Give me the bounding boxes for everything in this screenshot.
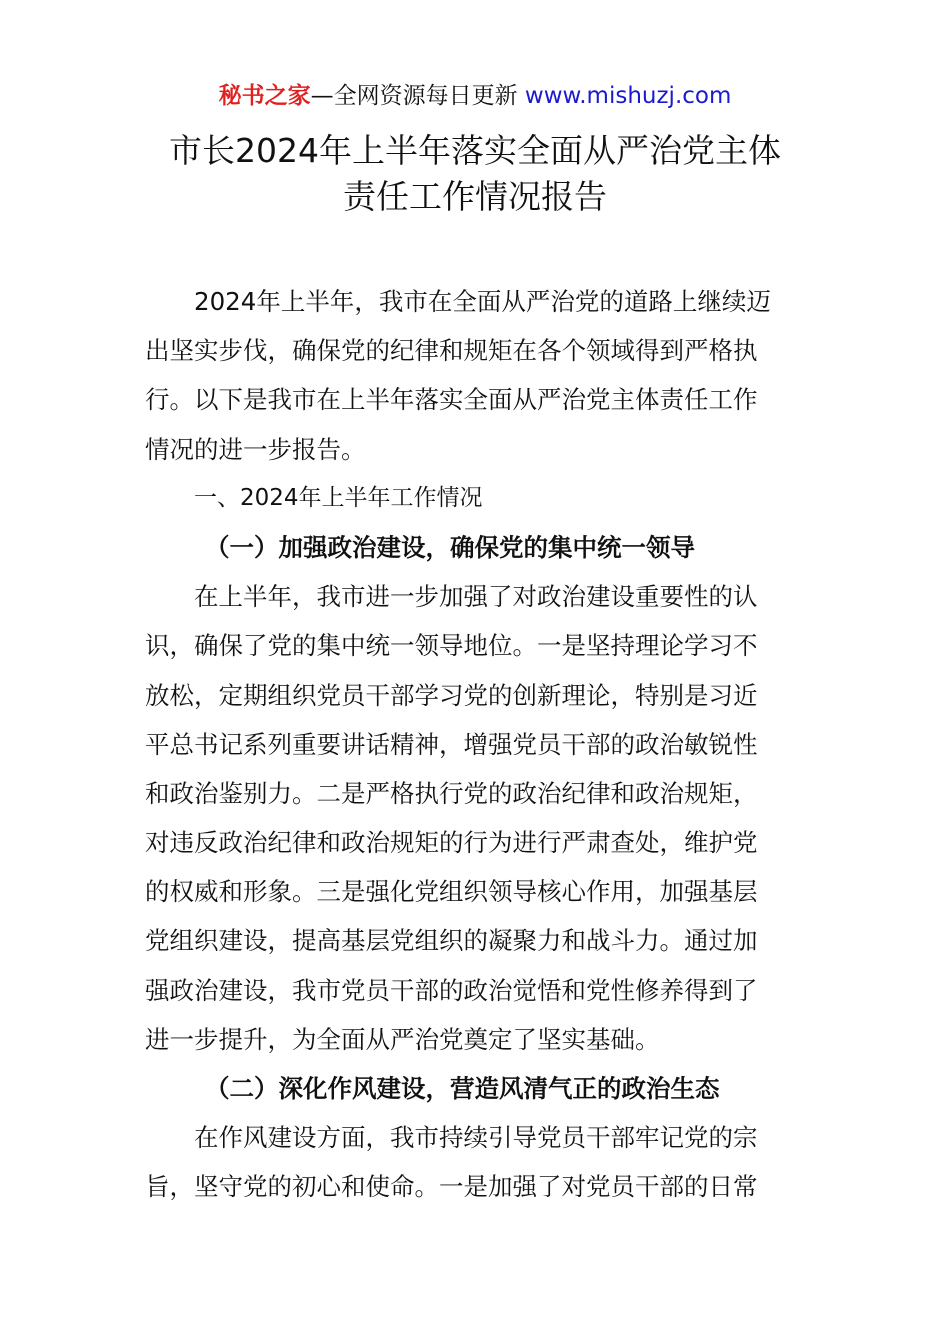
intro-line: 2024年上半年，我市在全面从严治党的道路上继续迈 <box>194 287 771 316</box>
title-line-1: 市长2024年上半年落实全面从严治党主体 <box>169 131 781 170</box>
paragraph-line: 识，确保了党的集中统一领导地位。一是坚持理论学习不 <box>145 631 758 661</box>
paragraph-line: 的权威和形象。三是强化党组织领导核心作用，加强基层 <box>145 877 758 907</box>
intro-line: 情况的进一步报告。 <box>145 434 366 464</box>
header-slogan: —全网资源每日更新 <box>310 83 525 109</box>
document-title <box>0 128 950 220</box>
paragraph-line: 放松，定期组织党员干部学习党的创新理论，特别是习近 <box>145 680 758 710</box>
site-url[interactable]: www.mishuzj.com <box>524 83 732 109</box>
paragraph-line: 进一步提升，为全面从严治党奠定了坚实基础。 <box>145 1024 660 1054</box>
section-heading-1: 一、2024年上半年工作情况 <box>194 484 483 511</box>
paragraph-line: 对违反政治纪律和政治规矩的行为进行严肃查处，维护党 <box>145 828 758 858</box>
document-body <box>145 277 810 1212</box>
brand-name: 秘书之家 <box>218 83 311 109</box>
intro-line: 出坚实步伐，确保党的纪律和规矩在各个领域得到严格执 <box>145 336 758 366</box>
paragraph-line: 党组织建设，提高基层党组织的凝聚力和战斗力。通过加 <box>145 926 758 956</box>
paragraph-line: 平总书记系列重要讲话精神，增强党员干部的政治敏锐性 <box>145 729 758 759</box>
title-line-2: 责任工作情况报告 <box>343 177 607 216</box>
paragraph-line: 和政治鉴别力。二是严格执行党的政治纪律和政治规矩， <box>145 778 758 808</box>
paragraph-line: 旨，坚守党的初心和使命。一是加强了对党员干部的日常 <box>145 1172 758 1202</box>
paragraph-line: 强政治建设，我市党员干部的政治觉悟和党性修养得到了 <box>145 975 758 1005</box>
site-header <box>0 80 950 112</box>
paragraph-line: 在上半年，我市进一步加强了对政治建设重要性的认 <box>194 582 758 612</box>
sub-heading-1: （一）加强政治建设，确保党的集中统一领导 <box>205 532 695 562</box>
paragraph-line: 在作风建设方面，我市持续引导党员干部牢记党的宗 <box>194 1123 758 1153</box>
intro-line: 行。以下是我市在上半年落实全面从严治党主体责任工作 <box>145 385 758 415</box>
sub-heading-2: （二）深化作风建设，营造风清气正的政治生态 <box>205 1074 720 1103</box>
